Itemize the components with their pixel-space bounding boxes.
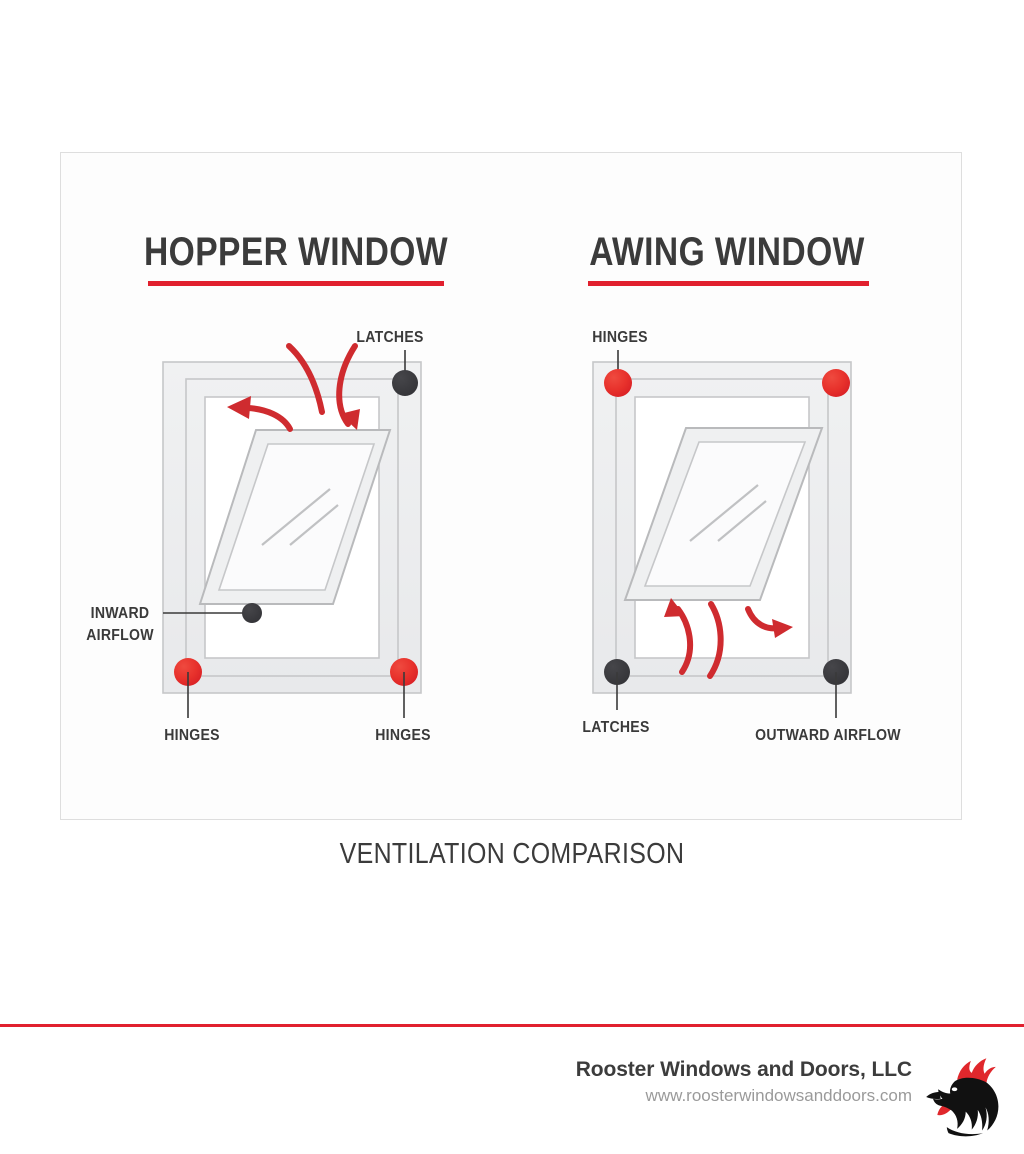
infographic-panel — [60, 152, 962, 820]
hopper-hinges-label-right: HINGES — [375, 726, 431, 745]
hopper-latches-label: LATCHES — [356, 328, 424, 347]
awning-airflow-label: OUTWARD AIRFLOW — [755, 726, 901, 745]
company-website[interactable]: www.roosterwindowsanddoors.com — [645, 1086, 912, 1105]
awning-hinges-label: HINGES — [592, 328, 648, 347]
diagram-caption: VENTILATION COMPARISON — [339, 838, 685, 870]
rooster-logo-icon — [918, 1054, 1010, 1140]
hopper-hinges-label-left: HINGES — [164, 726, 220, 745]
company-name: Rooster Windows and Doors, LLC — [575, 1058, 912, 1081]
page-footer — [0, 1050, 1024, 1140]
footer-divider — [0, 1024, 1024, 1027]
awning-latches-label: LATCHES — [582, 718, 650, 737]
hopper-airflow-label-line2: AIRFLOW — [86, 626, 154, 645]
awning-title: AWING WINDOW — [589, 229, 865, 274]
footer-text-block — [576, 1058, 912, 1106]
hopper-title: HOPPER WINDOW — [144, 229, 448, 274]
hopper-airflow-label-line1: INWARD — [90, 604, 150, 623]
